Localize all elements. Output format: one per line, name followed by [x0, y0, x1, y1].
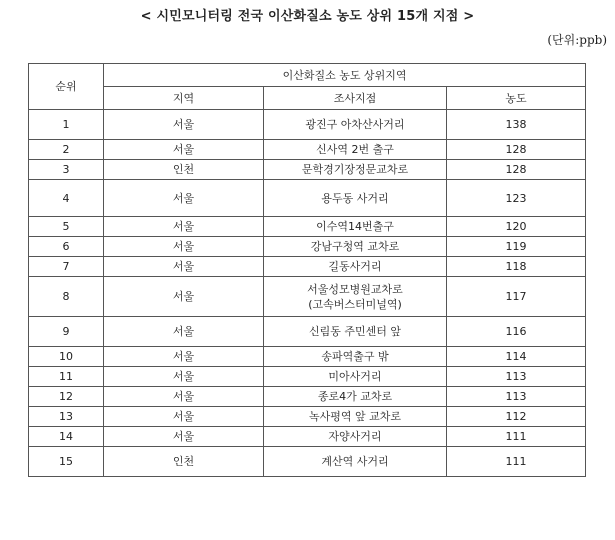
concentration-cell: 128 — [447, 140, 586, 160]
site-name: 이수역14번출구 — [316, 220, 394, 233]
region-cell: 인천 — [104, 160, 264, 180]
concentration-cell: 111 — [447, 427, 586, 447]
site-cell — [264, 387, 447, 407]
concentration-cell: 111 — [447, 447, 586, 477]
site-cell — [264, 407, 447, 427]
concentration-cell: 138 — [447, 110, 586, 140]
rank-cell: 9 — [29, 317, 104, 347]
site-cell — [264, 347, 447, 367]
rank-cell: 11 — [29, 367, 104, 387]
site-name: 미아사거리 — [328, 370, 382, 383]
header-rank: 순위 — [29, 64, 104, 110]
region-cell: 서울 — [104, 217, 264, 237]
region-cell: 서울 — [104, 317, 264, 347]
table-row — [29, 347, 586, 367]
site-cell — [264, 367, 447, 387]
site-name: 서울성모병원교차로 — [307, 282, 403, 296]
region-cell: 서울 — [104, 237, 264, 257]
page-title: < 시민모니터링 전국 이산화질소 농도 상위 15개 지점 > — [140, 9, 475, 24]
no2-ranking-table — [28, 63, 586, 477]
region-cell: 서울 — [104, 407, 264, 427]
region-cell: 서울 — [104, 257, 264, 277]
site-name-sub: (고속버스터미널역) — [308, 297, 402, 311]
rank-cell: 12 — [29, 387, 104, 407]
table-row — [29, 317, 586, 347]
concentration-cell: 123 — [447, 180, 586, 217]
site-name: 자양사거리 — [328, 430, 382, 443]
site-name: 강남구청역 교차로 — [310, 240, 400, 253]
site-name: 문학경기장정문교차로 — [301, 163, 409, 176]
site-cell — [264, 317, 447, 347]
table-row — [29, 180, 586, 217]
region-cell: 서울 — [104, 367, 264, 387]
table-row — [29, 387, 586, 407]
site-name: 신림동 주민센터 앞 — [308, 325, 401, 338]
rank-cell: 4 — [29, 180, 104, 217]
unit-label: (단위:ppb) — [547, 33, 607, 47]
rank-cell: 13 — [29, 407, 104, 427]
concentration-cell: 113 — [447, 387, 586, 407]
concentration-cell: 120 — [447, 217, 586, 237]
site-cell — [264, 277, 447, 317]
rank-cell: 8 — [29, 277, 104, 317]
site-name: 계산역 사거리 — [321, 455, 389, 468]
region-cell: 서울 — [104, 180, 264, 217]
concentration-cell: 116 — [447, 317, 586, 347]
site-cell — [264, 140, 447, 160]
rank-cell: 1 — [29, 110, 104, 140]
site-cell — [264, 180, 447, 217]
site-name: 용두동 사거리 — [321, 191, 389, 205]
site-cell — [264, 110, 447, 140]
concentration-cell: 112 — [447, 407, 586, 427]
table-body — [29, 110, 586, 477]
rank-cell: 10 — [29, 347, 104, 367]
table-row — [29, 367, 586, 387]
rank-cell: 3 — [29, 160, 104, 180]
concentration-cell: 114 — [447, 347, 586, 367]
region-cell: 서울 — [104, 277, 264, 317]
site-cell — [264, 217, 447, 237]
site-name: 광진구 아차산사거리 — [305, 118, 405, 131]
header-site: 조사지점 — [264, 87, 447, 110]
concentration-cell: 118 — [447, 257, 586, 277]
table-row — [29, 427, 586, 447]
table-row — [29, 160, 586, 180]
table-row — [29, 407, 586, 427]
concentration-cell: 119 — [447, 237, 586, 257]
rank-cell: 15 — [29, 447, 104, 477]
region-cell: 인천 — [104, 447, 264, 477]
header-concentration: 농도 — [447, 87, 586, 110]
region-cell: 서울 — [104, 140, 264, 160]
site-cell — [264, 257, 447, 277]
site-name: 송파역출구 밖 — [321, 350, 389, 363]
table-row — [29, 277, 586, 317]
rank-cell: 7 — [29, 257, 104, 277]
table-row — [29, 447, 586, 477]
region-cell: 서울 — [104, 387, 264, 407]
site-name: 길동사거리 — [328, 260, 382, 273]
table-row — [29, 110, 586, 140]
concentration-cell: 113 — [447, 367, 586, 387]
site-cell — [264, 160, 447, 180]
table-row — [29, 257, 586, 277]
site-cell — [264, 237, 447, 257]
region-cell: 서울 — [104, 427, 264, 447]
rank-cell: 14 — [29, 427, 104, 447]
rank-cell: 2 — [29, 140, 104, 160]
region-cell: 서울 — [104, 347, 264, 367]
header-region: 지역 — [104, 87, 264, 110]
rank-cell: 5 — [29, 217, 104, 237]
table-row — [29, 140, 586, 160]
concentration-cell: 117 — [447, 277, 586, 317]
site-cell — [264, 447, 447, 477]
site-name: 종로4가 교차로 — [317, 390, 393, 403]
rank-cell: 6 — [29, 237, 104, 257]
header-group: 이산화질소 농도 상위지역 — [104, 64, 586, 87]
table-row — [29, 237, 586, 257]
site-name: 녹사평역 앞 교차로 — [308, 410, 401, 423]
region-cell: 서울 — [104, 110, 264, 140]
concentration-cell: 128 — [447, 160, 586, 180]
site-name: 신사역 2번 출구 — [316, 143, 394, 156]
table-row — [29, 217, 586, 237]
site-cell — [264, 427, 447, 447]
